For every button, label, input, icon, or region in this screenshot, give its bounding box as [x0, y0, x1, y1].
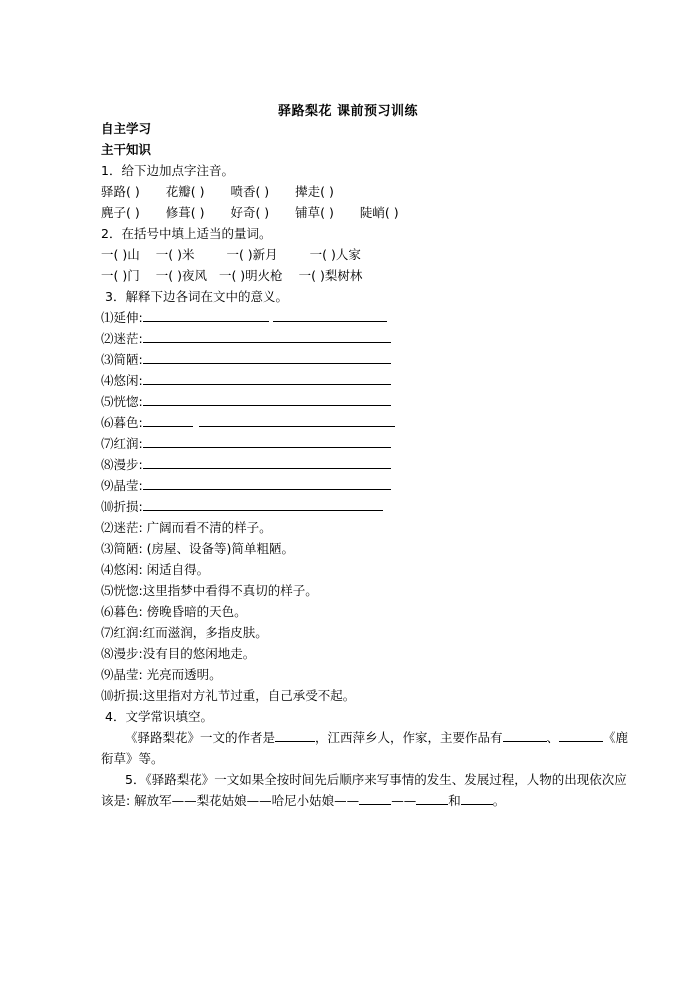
- q2-item: 一( )夜风: [155, 268, 207, 283]
- answer-line: ⑷悠闲: 闲适自得。: [101, 562, 210, 577]
- answer-line: ⑼晶莹: 光亮而透明。: [101, 667, 222, 682]
- section-heading-main-knowledge: 主干知识: [101, 142, 152, 157]
- q3-item: ⑷悠闲:: [101, 370, 631, 391]
- q1-row1: [101, 181, 631, 202]
- q2-item: 一( )山: [101, 247, 140, 262]
- q3-item: ⑴延伸:: [101, 307, 631, 328]
- q3-item: ⑻漫步:: [101, 454, 631, 475]
- q4-heading: 4．文学常识填空。: [105, 709, 213, 724]
- answer-line: ⑽折损:这里指对方礼节过重，自己承受不起。: [101, 688, 356, 703]
- document-body: [101, 118, 631, 811]
- answer-line: ⑻漫步:没有目的悠闲地走。: [101, 646, 256, 661]
- q2-row1: [101, 244, 631, 265]
- q1-item: 修葺( ): [165, 205, 205, 220]
- q3-item: ⑵迷茫:: [101, 328, 631, 349]
- q4-text: 《驿路梨花》一文的作者是 ，江西萍乡人，作家，主要作品有 、 《鹿衔草》等。: [101, 727, 631, 769]
- q1-item: 好奇( ): [230, 205, 270, 220]
- q1-item: 铺草( ): [295, 205, 334, 220]
- section-heading-self-study: 自主学习: [101, 121, 152, 136]
- q2-heading: 2．在括号中填上适当的量词。: [101, 226, 272, 241]
- q3-item: ⑸恍惚:: [101, 391, 631, 412]
- q1-item: 麂子( ): [101, 205, 140, 220]
- q3-item: ⑽折损:: [101, 496, 631, 517]
- answer-line: ⑶简陋: (房屋、设备等)简单粗陋。: [101, 541, 294, 556]
- q1-item: 喷香( ): [230, 184, 270, 199]
- q1-item: 花瓣( ): [165, 184, 205, 199]
- q5-text: 5．《驿路梨花》一文如果全按时间先后顺序来写事情的发生、发展过程，人物的出现依次应该是: 解放军——梨花姑娘——哈尼小姑娘—— —— 和 。: [101, 772, 627, 808]
- q2-item: 一( )新月: [226, 247, 278, 262]
- answer-line: ⑹暮色: 傍晚昏暗的天色。: [101, 604, 247, 619]
- q1-row2: [101, 202, 631, 223]
- q3-item: ⑶简陋:: [101, 349, 631, 370]
- answer-line: ⑸恍惚:这里指梦中看得不真切的样子。: [101, 583, 318, 598]
- document-title: 驿路梨花 课前预习训练: [277, 104, 419, 119]
- q1-item: 驿路( ): [101, 184, 140, 199]
- q2-item: 一( )门: [101, 268, 140, 283]
- q3-heading: 3．解释下边各词在文中的意义。: [105, 289, 288, 304]
- q1-item: 陡峭( ): [359, 205, 399, 220]
- q3-item: ⑺红润:: [101, 433, 631, 454]
- q2-item: 一( )人家: [309, 247, 361, 262]
- answer-line: ⑺红润:红而滋润，多指皮肤。: [101, 625, 268, 640]
- q2-row2: [101, 265, 631, 286]
- q1-heading: 1．给下边加点字注音。: [101, 163, 234, 178]
- q3-item: ⑹暮色:: [101, 412, 631, 433]
- q3-item: ⑼晶莹:: [101, 475, 631, 496]
- answer-line: ⑵迷茫: 广阔而看不清的样子。: [101, 520, 272, 535]
- q2-item: 一( )梨树林: [298, 268, 363, 283]
- q2-item: 一( )米: [155, 247, 195, 262]
- q2-item: 一( )明火枪: [218, 268, 283, 283]
- q1-item: 撵走( ): [295, 184, 334, 199]
